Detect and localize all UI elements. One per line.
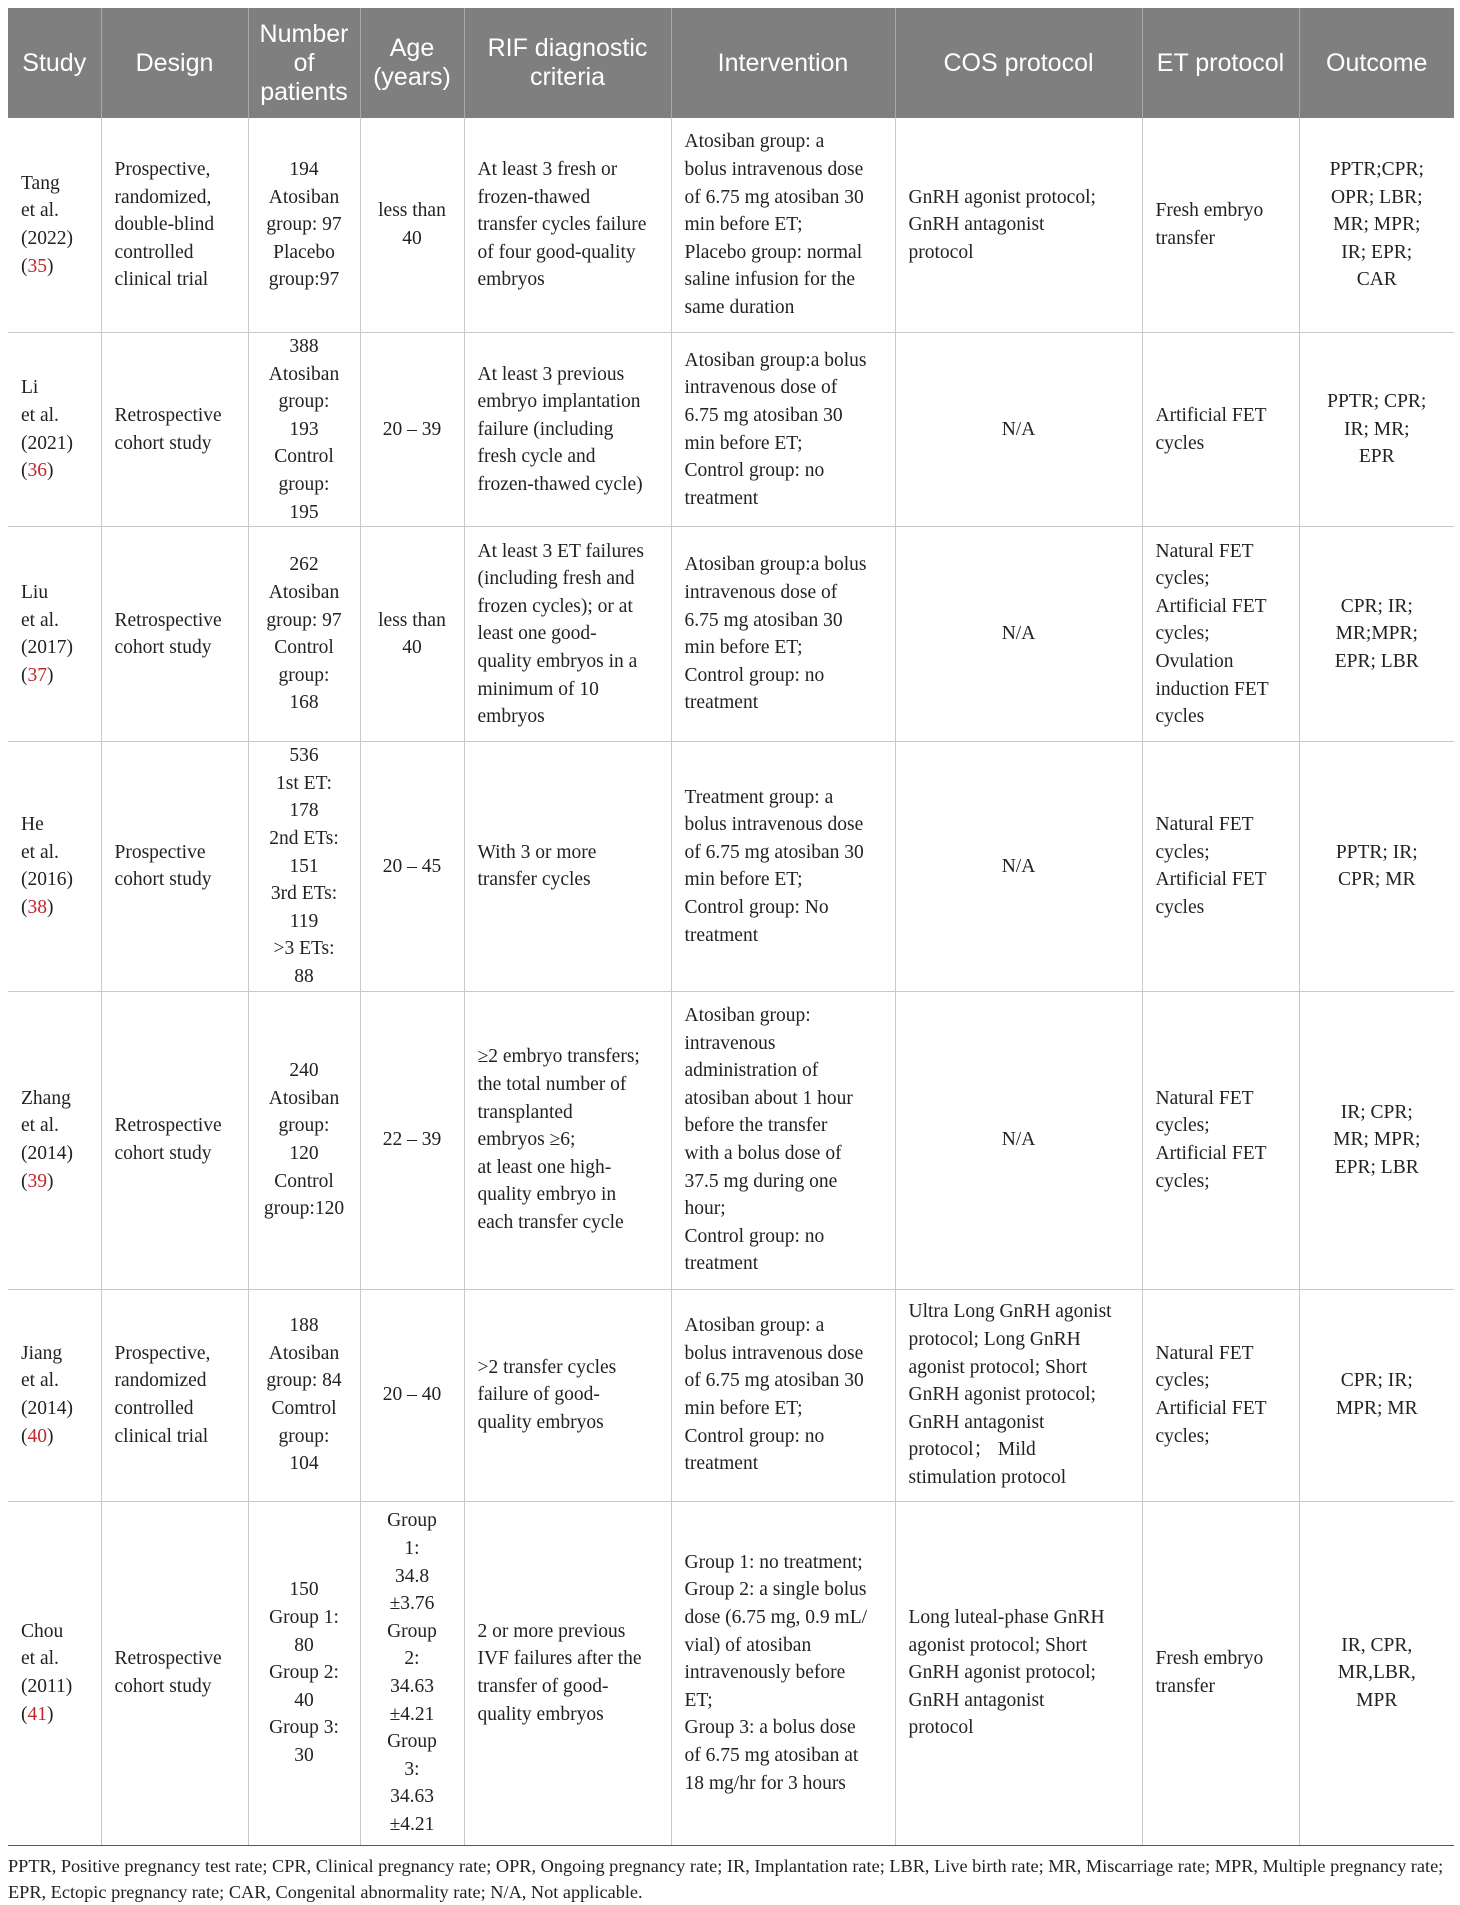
cell-criteria: ≥2 embryo transfers; the total number of transplanted embryos ≥6; at least one high- quality embryo in each transfer cycle [464, 991, 671, 1289]
study-citation: Zhang et al. (2014) [21, 1087, 73, 1164]
cell-et-protocol: Artificial FET cycles [1142, 333, 1299, 527]
studies-table [8, 8, 1454, 1846]
cell-study: Chou et al. (2011) (41) [8, 1501, 101, 1845]
cell-criteria: >2 transfer cycles failure of good- quality embryos [464, 1289, 671, 1501]
cell-et-protocol: Natural FET cycles; Artificial FET cycles [1142, 742, 1299, 991]
cell-design: Retrospective cohort study [101, 527, 248, 742]
study-citation: Chou et al. (2011) [21, 1620, 73, 1697]
cell-design: Prospective, randomized, double-blind controlled clinical trial [101, 118, 248, 333]
cell-outcome: IR, CPR, MR,LBR, MPR [1299, 1501, 1454, 1845]
cell-et-protocol: Fresh embryo transfer [1142, 118, 1299, 333]
table-row [8, 1289, 1454, 1501]
header-age: Age (years) [360, 8, 464, 118]
header-et-protocol: ET protocol [1142, 8, 1299, 118]
cell-criteria: At least 3 previous embryo implantation failure (including fresh cycle and frozen-thawed cycle) [464, 333, 671, 527]
reference-link[interactable]: 40 [27, 1425, 47, 1447]
table-row [8, 742, 1454, 991]
cell-design: Retrospective cohort study [101, 1501, 248, 1845]
table-row [8, 1501, 1454, 1845]
reference-link[interactable]: 39 [27, 1170, 47, 1192]
study-citation: Tang et al. (2022) [21, 172, 73, 249]
cell-intervention: Atosiban group:a bolus intravenous dose of 6.75 mg atosiban 30 min before ET; Control group: no treatment [671, 527, 895, 742]
cell-age: 22 – 39 [360, 991, 464, 1289]
header-rif-criteria: RIF diagnostic criteria [464, 8, 671, 118]
study-citation: Liu et al. (2017) [21, 581, 73, 659]
study-citation: Jiang et al. (2014) [21, 1342, 73, 1419]
cell-intervention: Atosiban group: intravenous administration of atosiban about 1 hour before the transfer with a bolus dose of 37.5 mg during one hour; Control group: no treatment [671, 991, 895, 1289]
header-cos-protocol: COS protocol [895, 8, 1142, 118]
cell-criteria: With 3 or more transfer cycles [464, 742, 671, 991]
cell-study: He et al. (2016) (38) [8, 742, 101, 991]
cell-patients: 240 Atosiban group: 120 Control group:120 [248, 991, 360, 1289]
study-citation: He et al. (2016) [21, 814, 73, 891]
cell-cos-protocol: N/A [895, 333, 1142, 527]
cell-patients: 188 Atosiban group: 84 Comtrol group: 104 [248, 1289, 360, 1501]
cell-intervention: Atosiban group:a bolus intravenous dose of 6.75 mg atosiban 30 min before ET; Control group: no treatment [671, 333, 895, 527]
header-row [8, 8, 1454, 118]
table-row [8, 991, 1454, 1289]
cell-age: less than 40 [360, 118, 464, 333]
cell-design: Prospective, randomized controlled clinical trial [101, 1289, 248, 1501]
header-intervention: Intervention [671, 8, 895, 118]
header-study: Study [8, 8, 101, 118]
cell-outcome: PPTR;CPR; OPR; LBR; MR; MPR; IR; EPR; CAR [1299, 118, 1454, 333]
cell-age: less than 40 [360, 527, 464, 742]
table-footnote: PPTR, Positive pregnancy test rate; CPR, Clinical pregnancy rate; OPR, Ongoing pregnancy rate; IR, Implantation rate; LBR, Live birth rate; MR, Miscarriage rate; MPR, Multiple pregnancy rate; EPR, Ectopic pregnancy rate; CAR, Congenital abnormality rate; N/A, Not applicable. [8, 1855, 1444, 1902]
cell-design: Retrospective cohort study [101, 333, 248, 527]
cell-patients: 194 Atosiban group: 97 Placebo group:97 [248, 118, 360, 333]
cell-criteria: At least 3 fresh or frozen-thawed transfer cycles failure of four good-quality embryos [464, 118, 671, 333]
reference-link[interactable]: 37 [27, 664, 47, 686]
cell-design: Prospective cohort study [101, 742, 248, 991]
cell-age: Group 1: 34.8 ±3.76 Group 2: 34.63 ±4.21 Group 3: 34.63 ±4.21 [360, 1501, 464, 1845]
reference-link[interactable]: 38 [27, 896, 47, 918]
cell-outcome: PPTR; CPR; IR; MR; EPR [1299, 333, 1454, 527]
cell-study: Zhang et al. (2014) (39) [8, 991, 101, 1289]
header-number-of-patients: Number of patients [248, 8, 360, 118]
cell-outcome: IR; CPR; MR; MPR; EPR; LBR [1299, 991, 1454, 1289]
header-outcome: Outcome [1299, 8, 1454, 118]
header-design: Design [101, 8, 248, 118]
cell-age: 20 – 40 [360, 1289, 464, 1501]
cell-patients: 388 Atosiban group: 193 Control group: 195 [248, 333, 360, 527]
cell-et-protocol: Natural FET cycles; Artificial FET cycles; Ovulation induction FET cycles [1142, 527, 1299, 742]
cell-cos-protocol: N/A [895, 991, 1142, 1289]
cell-patients: 536 1st ET: 178 2nd ETs: 151 3rd ETs: 119 >3 ETs: 88 [248, 742, 360, 991]
study-citation: Li et al. (2021) [21, 377, 73, 454]
cell-outcome: CPR; IR; MR;MPR; EPR; LBR [1299, 527, 1454, 742]
reference-link[interactable]: 35 [27, 255, 47, 277]
cell-cos-protocol: GnRH agonist protocol; GnRH antagonist protocol [895, 118, 1142, 333]
cell-intervention: Treatment group: a bolus intravenous dose of 6.75 mg atosiban 30 min before ET; Control group: No treatment [671, 742, 895, 991]
table-row [8, 333, 1454, 527]
cell-et-protocol: Natural FET cycles; Artificial FET cycles; [1142, 1289, 1299, 1501]
cell-et-protocol: Fresh embryo transfer [1142, 1501, 1299, 1845]
cell-study: Liu et al. (2017) (37) [8, 527, 101, 742]
cell-cos-protocol: N/A [895, 742, 1142, 991]
cell-age: 20 – 39 [360, 333, 464, 527]
cell-criteria: At least 3 ET failures (including fresh and frozen cycles); or at least one good- quality embryos in a minimum of 10 embryos [464, 527, 671, 742]
cell-design: Retrospective cohort study [101, 991, 248, 1289]
table-row [8, 527, 1454, 742]
cell-intervention: Group 1: no treatment; Group 2: a single bolus dose (6.75 mg, 0.9 mL/ vial) of atosiban intravenously before ET; Group 3: a bolus dose of 6.75 mg atosiban at 18 mg/hr for 3 hours [671, 1501, 895, 1845]
reference-link[interactable]: 41 [27, 1703, 47, 1725]
cell-study: Li et al. (2021) (36) [8, 333, 101, 527]
cell-study: Jiang et al. (2014) (40) [8, 1289, 101, 1501]
cell-intervention: Atosiban group: a bolus intravenous dose of 6.75 mg atosiban 30 min before ET; Control group: no treatment [671, 1289, 895, 1501]
table-container [8, 8, 1454, 1905]
reference-link[interactable]: 36 [27, 460, 47, 482]
cell-cos-protocol: Ultra Long GnRH agonist protocol; Long GnRH agonist protocol; Short GnRH agonist protocol; GnRH antagonist protocol； Mild stimulation protocol [895, 1289, 1142, 1501]
cell-cos-protocol: Long luteal-phase GnRH agonist protocol; Short GnRH agonist protocol; GnRH antagonist protocol [895, 1501, 1142, 1845]
table-row [8, 118, 1454, 333]
cell-cos-protocol: N/A [895, 527, 1142, 742]
cell-criteria: 2 or more previous IVF failures after the transfer of good- quality embryos [464, 1501, 671, 1845]
cell-age: 20 – 45 [360, 742, 464, 991]
cell-outcome: PPTR; IR; CPR; MR [1299, 742, 1454, 991]
cell-study: Tang et al. (2022) (35) [8, 118, 101, 333]
cell-intervention: Atosiban group: a bolus intravenous dose of 6.75 mg atosiban 30 min before ET; Placebo group: normal saline infusion for the same duration [671, 118, 895, 333]
cell-patients: 262 Atosiban group: 97 Control group: 168 [248, 527, 360, 742]
cell-patients: 150 Group 1: 80 Group 2: 40 Group 3: 30 [248, 1501, 360, 1845]
cell-outcome: CPR; IR; MPR; MR [1299, 1289, 1454, 1501]
cell-et-protocol: Natural FET cycles; Artificial FET cycles; [1142, 991, 1299, 1289]
